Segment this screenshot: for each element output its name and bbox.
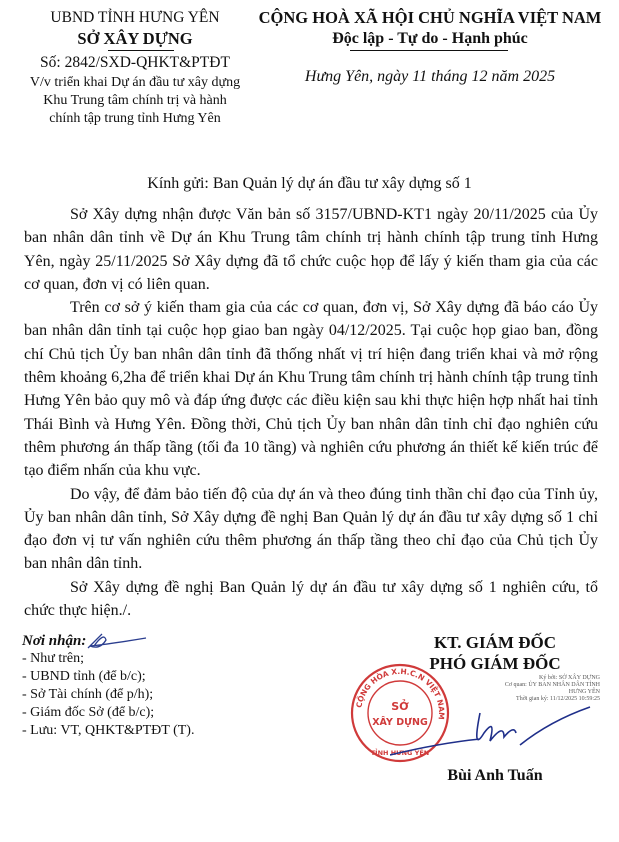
- svg-text:CỘNG HÒA X.H.C.N VIỆT NAM: CỘNG HÒA X.H.C.N VIỆT NAM: [354, 667, 447, 721]
- footer: [0, 632, 619, 792]
- paragraph: Do vậy, để đảm bảo tiến độ của dự án và theo đúng tinh thần chỉ đạo của Tỉnh ủy, Ủy ban nhân dân tỉnh, Sở Xây dựng đề nghị Ban Quản lý dự án đầu tư xây dựng số 1 chỉ đạo đơn vị tư vấn nghiên cứu thêm phương án thấp tầng theo chỉ đạo của Chủ tịch Ủy ban nhân dân tỉnh.: [24, 485, 598, 573]
- document-number: Số: 2842/SXD-QHKT&PTĐT: [40, 54, 230, 71]
- digital-sign-line: HƯNG YÊN: [568, 689, 600, 696]
- initial-mark-icon: [80, 630, 150, 652]
- agency-name: UBND TỈNH HƯNG YÊN: [50, 9, 220, 26]
- digital-sign-line: Ký bởi: SỞ XÂY DỰNG: [539, 675, 600, 682]
- subject-line: chính tập trung tỉnh Hưng Yên: [49, 111, 221, 126]
- recipient-item: - Lưu: VT, QHKT&PTĐT (T).: [22, 723, 195, 739]
- signature-on-behalf: KT. GIÁM ĐỐC: [434, 633, 556, 653]
- subject-line: Khu Trung tâm chính trị và hành: [43, 93, 227, 108]
- paragraph: Sở Xây dựng nhận được Văn bản số 3157/UBND-KT1 ngày 20/11/2025 của Ủy ban nhân dân tỉnh về Dự án Khu Trung tâm chính trị hành chính tập trung tỉnh Hưng Yên, ngày 25/11/2025 Sở Xây dựng đã tổ chức cuộc họp để lấy ý kiến tham gia của các cơ quan, đơn vị có liên quan.: [24, 206, 598, 293]
- recipients-block: [22, 632, 194, 786]
- signature-block: [354, 632, 600, 786]
- paragraph: Sở Xây dựng đề nghị Ban Quản lý dự án đầu tư xây dựng số 1 nghiên cứu, tổ chức thực hiện./.: [24, 578, 598, 620]
- national-title: CỘNG HOÀ XÃ HỘI CHỦ NGHĨA VIỆT NAM: [258, 8, 602, 27]
- recipient-item: - Như trên;: [22, 651, 85, 667]
- recipients-title: Nơi nhận:: [22, 633, 87, 650]
- recipient-item: - UBND tỉnh (để b/c);: [22, 669, 146, 685]
- motto: Độc lập - Tự do - Hạnh phúc: [332, 30, 528, 47]
- issue-date: Hưng Yên, ngày 11 tháng 12 năm 2025: [304, 68, 556, 85]
- digital-sign-line: Thời gian ký: 11/12/2025 10:59:25: [516, 696, 600, 703]
- svg-text:XÂY DỰNG: XÂY DỰNG: [372, 717, 428, 729]
- digital-sign-line: Cơ quan: ỦY BAN NHÂN DÂN TỈNH: [504, 682, 600, 689]
- recipient-line: Kính gửi: Ban Quản lý dự án đầu tư xây dựng số 1: [147, 175, 472, 192]
- recipient-item: - Sở Tài chính (để p/h);: [22, 687, 154, 703]
- department-name: SỞ XÂY DỰNG: [77, 29, 193, 48]
- signature-position: PHÓ GIÁM ĐỐC: [429, 654, 561, 674]
- paragraph: Trên cơ sở ý kiến tham gia của các cơ quan, đơn vị, Sở Xây dựng đã báo cáo Ủy ban nhân dân tỉnh tại cuộc họp giao ban ngày 04/12/2025. Tại cuộc họp giao ban, đồng chí Chủ tịch Ủy ban nhân dân tỉnh đã thống nhất vị trí hiện đang triển khai và mở rộng thêm khoảng 6,2ha để triển khai Dự án Khu Trung tâm chính trị hành chính tập trung tỉnh Hưng Yên bảo quy mô và đáp ứng được các điều kiện sau khi thực hiện hợp nhất hai tỉnh Thái Bình và Hưng Yên. Đồng thời, Chủ tịch Ủy ban nhân dân tỉnh chỉ đạo nghiên cứu thêm phương án thấp tầng (tối đa 10 tầng) và nghiên cứu phương án thiết kế kiến trúc để tạo điểm nhấn của khu vực.: [24, 299, 598, 480]
- handwritten-signature-icon: [390, 703, 600, 763]
- svg-text:TỈNH HƯNG YÊN: TỈNH HƯNG YÊN: [370, 749, 430, 758]
- digital-signature-info: [390, 675, 600, 703]
- recipient-item: - Giám đốc Sở (để b/c);: [22, 705, 155, 721]
- svg-text:SỞ: SỞ: [391, 700, 409, 714]
- subject-line: V/v triển khai Dự án đầu tư xây dựng: [29, 75, 241, 90]
- signer-name: Bùi Anh Tuấn: [447, 767, 543, 785]
